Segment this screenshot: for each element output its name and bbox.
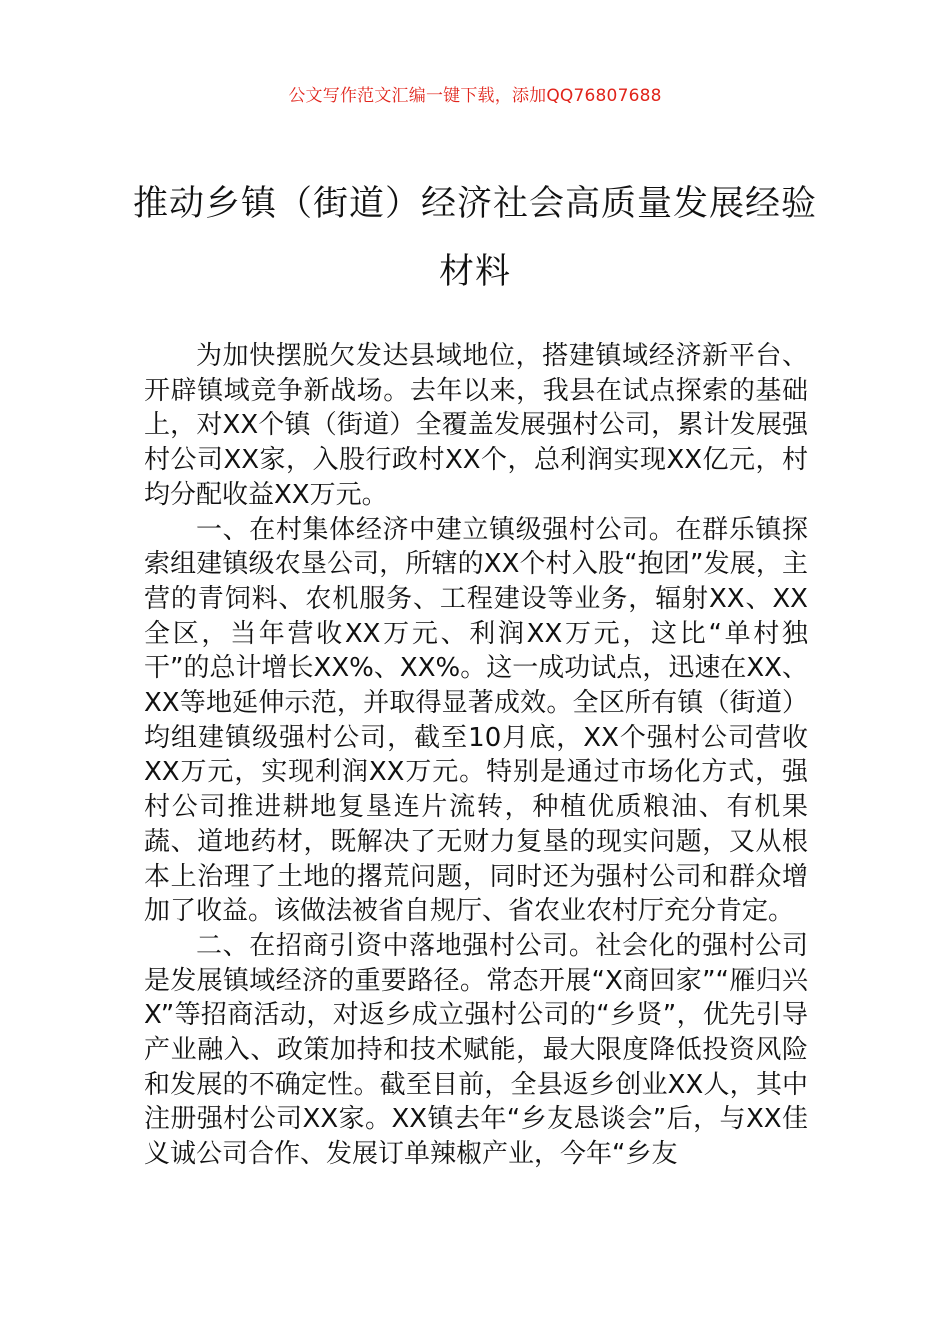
download-promo-banner: 公文写作范文汇编一键下载，添加QQ76807688	[288, 86, 662, 106]
section-one-paragraph: 一、在村集体经济中建立镇级强村公司。在群乐镇探索组建镇级农垦公司，所辖的XX个村入股“抱团”发展，主营的青饲料、农机服务、工程建设等业务，辐射XX、XX全区，当年营收XX万元、利润XX万元，这比“单村独干”的总计增长XX%、XX%。这一成功试点，迅速在XX、XX等地延伸示范，并取得显著成效。全区所有镇（街道）均组建镇级强村公司，截至10月底，XX个强村公司营收XX万元，实现利润XX万元。特别是通过市场化方式，强村公司推进耕地复垦连片流转，种植优质粮油、有机果蔬、道地药材，既解决了无财力复垦的现实问题，又从根本上治理了土地的撂荒问题，同时还为强村公司和群众增加了收益。该做法被省自规厅、省农业农村厅充分肯定。	[144, 514, 808, 927]
section-two-paragraph: 二、在招商引资中落地强村公司。社会化的强村公司是发展镇域经济的重要路径。常态开展“X商回家”“雁归兴X”等招商活动，对返乡成立强村公司的“乡贤”，优先引导产业融入、政策加持和技术赋能，最大限度降低投资风险和发展的不确定性。截至目前，全县返乡创业XX人，其中注册强村公司XX家。XX镇去年“乡友恳谈会”后，与XX佳义诚公司合作、发展订单辣椒产业，今年“乡友	[144, 930, 808, 1170]
intro-paragraph: 为加快摆脱欠发达县域地位，搭建镇域经济新平台、开辟镇域竞争新战场。去年以来，我县在试点探索的基础上，对XX个镇（街道）全覆盖发展强村公司，累计发展强村公司XX家，入股行政村XX个，总利润实现XX亿元，村均分配收益XX万元。	[144, 341, 808, 510]
document-body	[144, 339, 808, 1172]
document-title: 推动乡镇（街道）经济社会高质量发展经验材料	[132, 184, 817, 292]
